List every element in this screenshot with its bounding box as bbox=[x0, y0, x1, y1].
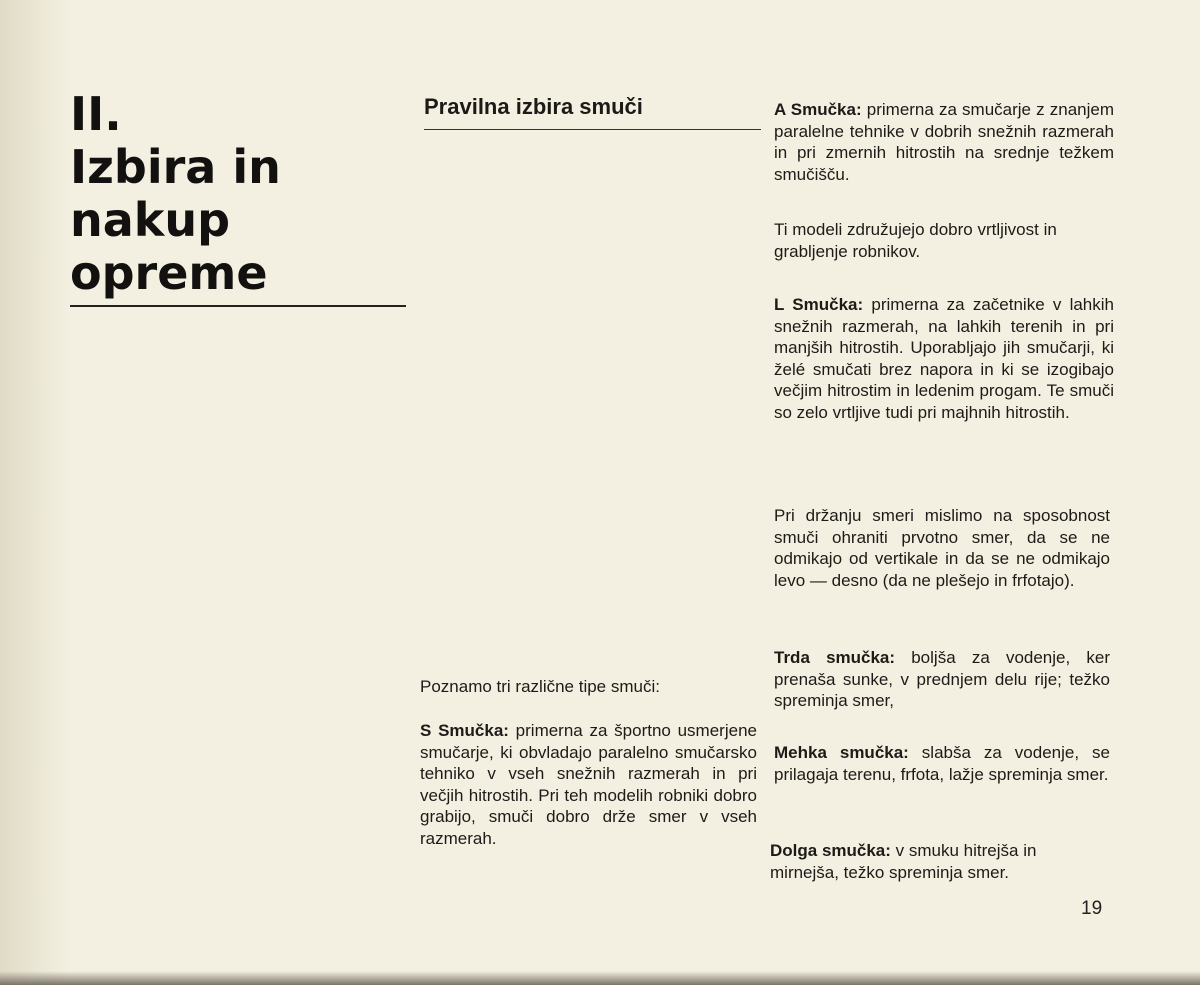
soft-ski-paragraph bbox=[774, 742, 1110, 785]
page-number: 19 bbox=[1081, 898, 1103, 919]
soft-ski-term: Mehka smučka: bbox=[774, 743, 909, 762]
a-ski-note: Ti modeli združujejo dobro vrtljivost in grabljenje robnikov. bbox=[774, 220, 1057, 261]
l-ski-text: primerna za začetnike v lahkih snežnih razmerah, na lahkih terenih in pri manjših hitrostih. Uporabljajo jih smučarji, ki želé smučati brez napora in ki se izogibajo večjim hitrostim in ledenim progam. Te smuči so zelo vrtljive tudi pri majhnih hitrostih. bbox=[774, 295, 1114, 422]
direction-holding-paragraph: Pri držanju smeri mislimo na sposobnost smuči ohraniti prvotno smer, da se ne odmikajo od vertikale in da se ne odmikajo levo — desno (da ne plešejo in frfotajo). bbox=[774, 506, 1110, 590]
chapter-title-line: II. bbox=[70, 87, 122, 141]
chapter-title-line: opreme bbox=[70, 246, 268, 300]
long-ski-term: Dolga smučka: bbox=[770, 841, 891, 860]
soft-ski-text: slabša za vodenje, se prilagaja terenu, frfota, lažje spreminja smer. bbox=[774, 743, 1110, 784]
stiff-ski-term: Trda smučka: bbox=[774, 648, 896, 667]
section-divider bbox=[424, 129, 761, 130]
section-title: Pravilna izbira smuči bbox=[424, 94, 643, 119]
intro-paragraph: Poznamo tri različne tipe smuči: bbox=[420, 677, 660, 696]
page-gutter-shadow bbox=[0, 0, 70, 985]
l-ski-paragraph bbox=[774, 294, 1114, 423]
chapter-title bbox=[70, 88, 406, 300]
s-ski-term: S Smučka: bbox=[420, 721, 509, 740]
s-ski-text: primerna za športno usmerjene smučarje, ki obvladajo paralelno smučarsko tehniko v vseh snežnih razmerah in pri večjih hitrostih. Pri teh modelih robniki dobro grabijo, smuči dobro drže smer v vseh razmerah. bbox=[420, 721, 757, 848]
chapter-divider bbox=[70, 305, 406, 307]
chapter-title-line: Izbira in bbox=[70, 140, 281, 194]
chapter-title-line: nakup bbox=[70, 193, 231, 247]
a-ski-term: A Smučka: bbox=[774, 100, 862, 119]
a-ski-text: primerna za smučarje z znanjem paralelne tehnike v dobrih snežnih razmerah in pri zmernih hitrostih na srednje težkem smučišču. bbox=[774, 100, 1115, 184]
l-ski-term: L Smučka: bbox=[774, 295, 864, 314]
stiff-ski-paragraph bbox=[774, 647, 1110, 712]
s-ski-paragraph bbox=[420, 720, 757, 849]
a-ski-paragraph bbox=[774, 99, 1114, 185]
long-ski-text: v smuku hitrejša in mirnejša, težko spreminja smer. bbox=[770, 841, 1037, 882]
page-bottom-edge bbox=[0, 971, 1200, 985]
long-ski-paragraph bbox=[770, 840, 1110, 883]
stiff-ski-text: boljša za vodenje, ker prenaša sunke, v prednjem delu rije; težko spreminja smer, bbox=[774, 648, 1111, 710]
